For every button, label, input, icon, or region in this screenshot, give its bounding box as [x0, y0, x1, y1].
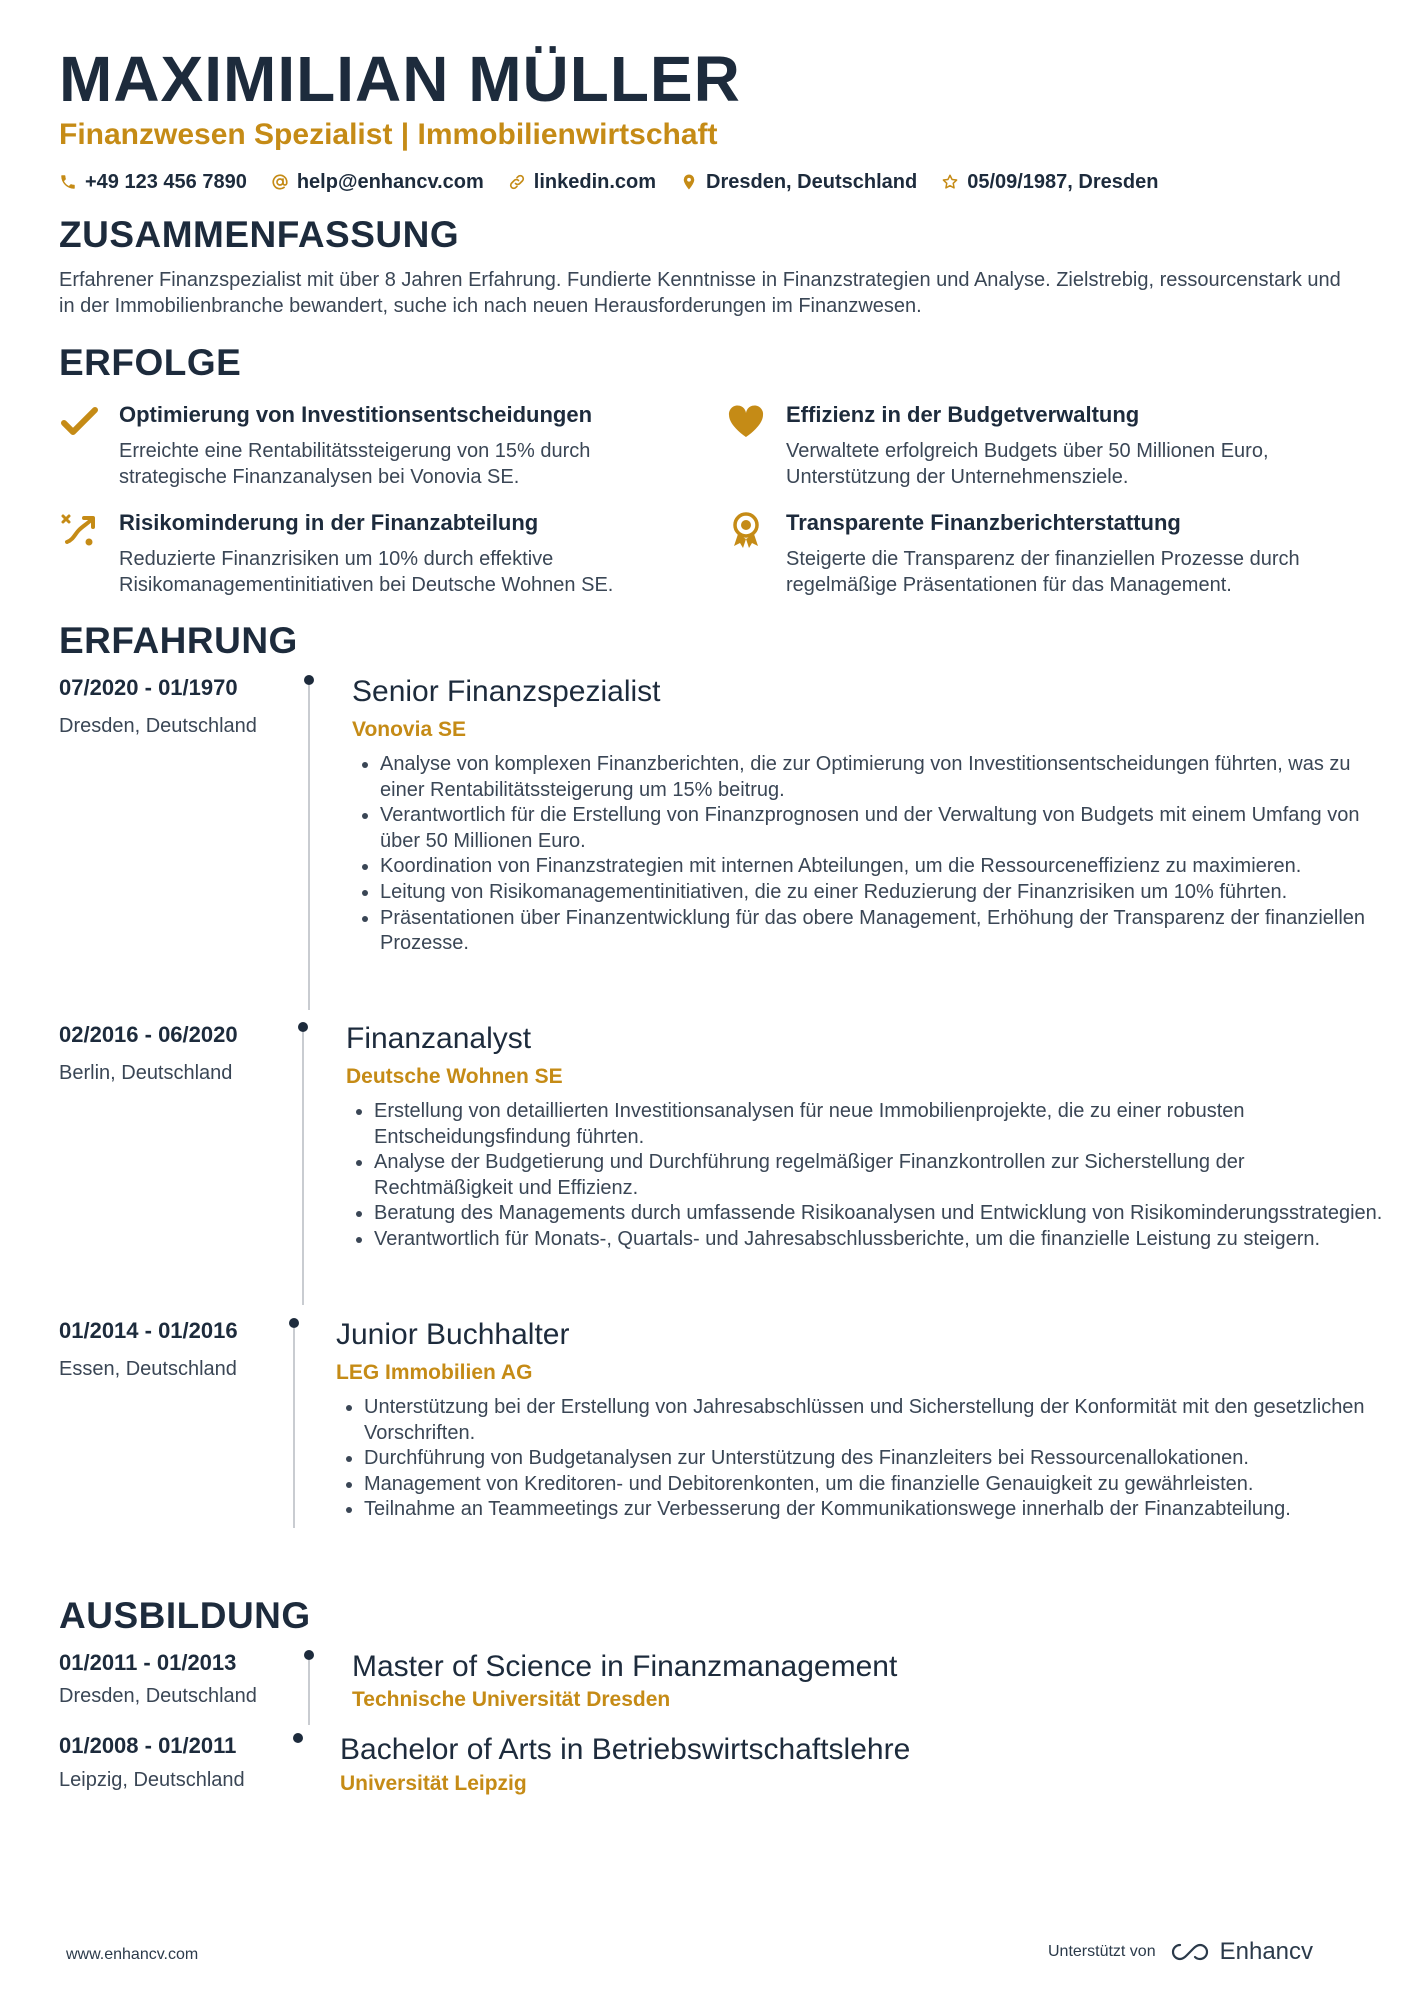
timeline-line [302, 1032, 304, 1305]
job-company: Vonovia SE [352, 718, 466, 741]
footer-powered-by[interactable] [1048, 1938, 1313, 1966]
job-title: Junior Buchhalter [336, 1318, 570, 1351]
brand-name: Enhancv [1219, 1938, 1314, 1965]
achievement-title: Effizienz in der Budgetverwaltung [786, 402, 1140, 427]
timeline-dot [298, 1022, 308, 1032]
job-title: Senior Finanzspezialist [352, 675, 661, 708]
section-title-summary: ZUSAMMENFASSUNG [59, 214, 460, 255]
location-pin-icon [680, 173, 698, 191]
contact-linkedin[interactable] [508, 171, 656, 194]
timeline-dot [293, 1733, 303, 1743]
job-date: 01/2014 - 01/2016 [59, 1318, 238, 1343]
job-location: Berlin, Deutschland [59, 1062, 233, 1084]
job-bullets [358, 752, 1380, 957]
checkmark-icon [59, 402, 99, 442]
candidate-subtitle: Finanzwesen Spezialist | Immobilienwirtschaft [59, 118, 718, 151]
candidate-name: MAXIMILIAN MÜLLER [59, 43, 741, 115]
edu-date: 01/2008 - 01/2011 [59, 1733, 237, 1758]
contact-email-text: help@enhancv.com [296, 170, 484, 193]
timeline-dot [289, 1318, 299, 1328]
footer-website-link[interactable]: www.enhancv.com [66, 1946, 199, 1963]
at-icon [271, 173, 289, 191]
job-date: 07/2020 - 01/1970 [59, 675, 238, 700]
job-bullet: • Verantwortlich für Monats-, Quartals- und Jahresabschlussberichte, um die finanzielle Leistung zu steigern. [374, 1227, 1384, 1253]
section-title-education: AUSBILDUNG [59, 1595, 311, 1636]
job-company: Deutsche Wohnen SE [346, 1065, 563, 1088]
arrow-path-icon [59, 510, 99, 550]
contact-location [680, 171, 917, 194]
award-medal-icon [726, 510, 766, 550]
timeline-dot [304, 675, 314, 685]
link-icon [508, 173, 526, 191]
achievement-desc: Reduzierte Finanzrisiken um 10% durch effektive Risikomanagementinitiativen bei Deutsche Wohnen SE. [119, 548, 614, 596]
contact-phone[interactable] [59, 171, 247, 194]
edu-school: Universität Leipzig [340, 1772, 527, 1795]
job-bullets [342, 1395, 1384, 1523]
section-title-experience: ERFAHRUNG [59, 620, 298, 661]
contact-email[interactable] [271, 171, 484, 194]
job-location: Essen, Deutschland [59, 1358, 237, 1380]
job-bullets [352, 1099, 1384, 1253]
job-bullet: • Management von Kreditoren- und Debitorenkonten, um die finanzielle Genauigkeit zu gewährleisten. [364, 1472, 1384, 1498]
edu-date: 01/2011 - 01/2013 [59, 1650, 237, 1675]
contact-phone-text: +49 123 456 7890 [85, 170, 247, 193]
timeline-line [308, 1660, 310, 1725]
job-company: LEG Immobilien AG [336, 1361, 533, 1384]
contact-birth [941, 171, 1158, 194]
phone-icon [59, 173, 77, 191]
job-bullet: • Analyse der Budgetierung und Durchführung regelmäßiger Finanzkontrollen zur Sicherstellung der Rechtmäßigkeit und Effizienz. [374, 1150, 1384, 1201]
section-title-achievements: ERFOLGE [59, 342, 242, 383]
edu-location: Dresden, Deutschland [59, 1685, 257, 1707]
job-bullet: • Erstellung von detaillierten Investitionsanalysen für neue Immobilienprojekte, die zu einer robusten Entscheidungsfindung führten. [374, 1099, 1384, 1150]
job-bullet: • Durchführung von Budgetanalysen zur Unterstützung des Finanzleiters bei Ressourcenallokationen. [364, 1446, 1384, 1472]
achievement-desc: Erreichte eine Rentabilitätssteigerung von 15% durch strategische Finanzanalysen bei Vonovia SE. [119, 440, 591, 488]
timeline-line [308, 685, 310, 1010]
job-bullet: • Analyse von komplexen Finanzberichten, die zur Optimierung von Investitionsentscheidungen führten, was zu einer Rentabilitätssteigerung um 15% beitrug. [380, 752, 1380, 803]
job-bullet: • Koordination von Finanzstrategien mit internen Abteilungen, um die Ressourceneffizienz zu maximieren. [380, 854, 1380, 880]
job-bullet: • Beratung des Managements durch umfassende Risikoanalysen und Entwicklung von Risikominderungsstrategien. [374, 1201, 1384, 1227]
achievement-title: Optimierung von Investitionsentscheidungen [119, 402, 593, 427]
job-bullet: • Leitung von Risikomanagementinitiativen, die zu einer Reduzierung der Finanzrisiken um 10% führten. [380, 880, 1380, 906]
achievement-title: Risikominderung in der Finanzabteilung [119, 510, 539, 535]
contact-location-text: Dresden, Deutschland [706, 170, 918, 193]
enhancv-logo-icon [1168, 1941, 1214, 1963]
job-bullet: • Präsentationen über Finanzentwicklung für das obere Management, Erhöhung der Transparenz der finanziellen Prozesse. [380, 906, 1380, 957]
job-bullet: • Unterstützung bei der Erstellung von Jahresabschlüssen und Sicherstellung der Konformität mit den gesetzlichen Vorschriften. [364, 1395, 1384, 1446]
contact-birth-text: 05/09/1987, Dresden [967, 170, 1159, 193]
powered-by-text: Unterstützt von [1048, 1943, 1156, 1960]
job-bullet: • Teilnahme an Teammeetings zur Verbesserung der Kommunikationswege innerhalb der Finanzabteilung. [364, 1497, 1384, 1523]
job-location: Dresden, Deutschland [59, 715, 257, 737]
edu-school: Technische Universität Dresden [352, 1688, 671, 1711]
job-date: 02/2016 - 06/2020 [59, 1022, 238, 1047]
edu-degree: Bachelor of Arts in Betriebswirtschaftslehre [340, 1733, 911, 1766]
summary-text: Erfahrener Finanzspezialist mit über 8 Jahren Erfahrung. Fundierte Kenntnisse in Finanzstrategien und Analyse. Zielstrebig, ressourcenstark und in der Immobilienbranche bewandert, suche ich nach neuen Herausforderungen im Finanzwesen. [59, 269, 1341, 317]
job-bullet: • Verantwortlich für die Erstellung von Finanzprognosen und der Verwaltung von Budgets mit einem Umfang von über 50 Millionen Euro. [380, 803, 1380, 854]
star-icon [941, 173, 959, 191]
heart-icon [726, 402, 766, 442]
achievement-title: Transparente Finanzberichterstattung [786, 510, 1181, 535]
timeline-line [293, 1328, 295, 1528]
timeline-dot [304, 1650, 314, 1660]
contact-bar [59, 168, 1182, 196]
edu-location: Leipzig, Deutschland [59, 1769, 245, 1791]
achievement-desc: Verwaltete erfolgreich Budgets über 50 Millionen Euro, Unterstützung der Unternehmensziele. [786, 440, 1269, 488]
achievement-desc: Steigerte die Transparenz der finanziellen Prozesse durch regelmäßige Präsentationen für das Management. [786, 548, 1300, 596]
job-title: Finanzanalyst [346, 1022, 532, 1055]
contact-linkedin-text: linkedin.com [533, 170, 657, 193]
edu-degree: Master of Science in Finanzmanagement [352, 1650, 898, 1683]
